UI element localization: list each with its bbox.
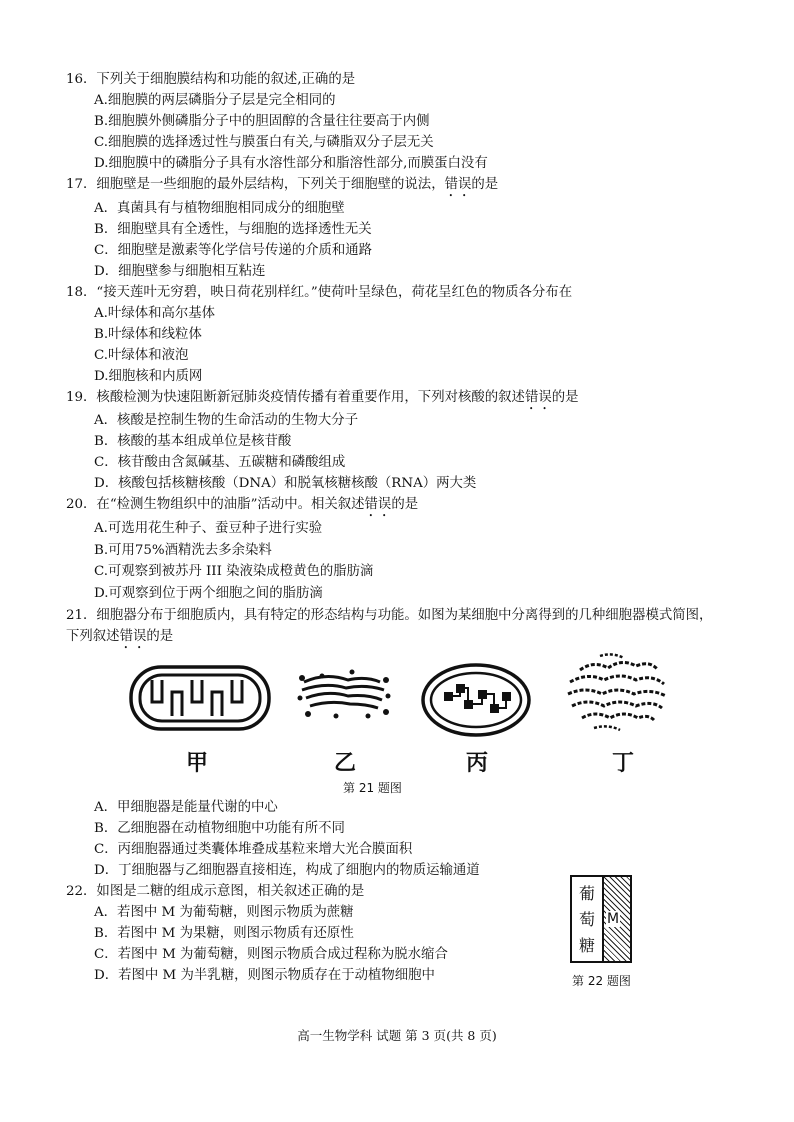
q18-option-a: A.叶绿体和高尔基体 <box>94 306 216 321</box>
q17-option-d: D．细胞壁参与细胞相互粘连 <box>94 264 266 279</box>
endoplasmic-reticulum-figure <box>560 650 672 734</box>
q19-option-d: D．核酸包括核糖核酸（DNA）和脱氧核糖核酸（RNA）两大类 <box>94 476 477 491</box>
q22-caption: 第 22 题图 <box>572 974 631 988</box>
q20-option-b: B.可用75%酒精洗去多余染料 <box>94 543 272 558</box>
page-footer: 高一生物学科 试题 第 3 页(共 8 页) <box>297 1028 497 1043</box>
q19-option-a: A．核酸是控制生物的生命活动的生物大分子 <box>94 413 359 428</box>
mitochondrion-figure <box>128 664 272 734</box>
golgi-apparatus-figure <box>296 668 392 724</box>
q21-caption: 第 21 题图 <box>343 781 402 795</box>
q22-option-d: D．若图中 M 为半乳糖，则图示物质存在于动植物细胞中 <box>94 968 435 983</box>
q18-option-b: B.叶绿体和线粒体 <box>94 327 202 342</box>
q18-option-d: D.细胞核和内质网 <box>94 369 203 384</box>
glucose-char-2: 萄 <box>579 910 596 929</box>
q21-option-b: B．乙细胞器在动植物细胞中功能有所不同 <box>94 821 345 836</box>
q16-option-b: B.细胞膜外侧磷脂分子中的胆固醇的含量往往要高于内侧 <box>94 114 430 129</box>
q16-option-a: A.细胞膜的两层磷脂分子层是完全相同的 <box>94 93 336 108</box>
q19-option-c: C．核苷酸由含氮碱基、五碳糖和磷酸组成 <box>94 455 346 470</box>
chloroplast-figure <box>420 662 532 738</box>
figure-label-yi: 乙 <box>334 751 357 776</box>
q20-option-d: D.可观察到位于两个细胞之间的脂肪滴 <box>94 586 323 601</box>
glucose-char-3: 糖 <box>579 936 596 955</box>
q18-stem: 18．“接天莲叶无穷碧，映日荷花别样红。”使荷叶呈绿色，荷花呈红色的物质各分布在 <box>66 285 573 300</box>
q20-option-c: C.可观察到被苏丹 III 染液染成橙黄色的脂肪滴 <box>94 564 374 579</box>
glucose-char-1: 葡 <box>579 884 596 903</box>
q17-option-c: C．细胞壁是激素等化学信号传递的介质和通路 <box>94 243 373 258</box>
q22-option-c: C．若图中 M 为葡萄糖，则图示物质合成过程称为脱水缩合 <box>94 947 448 962</box>
figure-label-bing: 丙 <box>466 751 489 776</box>
q16-option-c: C.细胞膜的选择透过性与膜蛋白有关,与磷脂双分子层无关 <box>94 135 434 150</box>
q22-stem: 22．如图是二糖的组成示意图，相关叙述正确的是 <box>66 884 365 899</box>
q16-option-d: D.细胞膜中的磷脂分子具有水溶性部分和脂溶性部分,而膜蛋白没有 <box>94 156 488 171</box>
q17-stem: 17．细胞壁是一些细胞的最外层结构，下列关于细胞壁的说法，错误的是 <box>66 177 499 192</box>
q20-stem: 20．在“检测生物组织中的油脂”活动中。相关叙述错误的是 <box>66 497 419 512</box>
q21-option-a: A．甲细胞器是能量代谢的中心 <box>94 800 278 815</box>
q21-option-d: D．丁细胞器与乙细胞器直接相连，构成了细胞内的物质运输通道 <box>94 863 480 878</box>
q16-stem: 16．下列关于细胞膜结构和功能的叙述,正确的是 <box>66 72 356 87</box>
q17-option-a: A．真菌具有与植物细胞相同成分的细胞壁 <box>94 201 345 216</box>
q22-option-a: A．若图中 M 为葡萄糖，则图示物质为蔗糖 <box>94 905 354 920</box>
disaccharide-figure <box>570 875 632 963</box>
q21-option-c: C．丙细胞器通过类囊体堆叠成基粒来增大光合膜面积 <box>94 842 413 857</box>
q22-option-b: B．若图中 M 为果糖，则图示物质有还原性 <box>94 926 354 941</box>
m-label: M <box>607 911 620 927</box>
q20-option-a: A.可选用花生种子、蚕豆种子进行实验 <box>94 521 323 536</box>
figure-label-jia: 甲 <box>186 751 209 776</box>
q19-stem: 19．核酸检测为快速阻断新冠肺炎疫情传播有着重要作用，下列对核酸的叙述错误的是 <box>66 390 579 405</box>
glucose-block <box>572 877 604 961</box>
q17-option-b: B．细胞壁具有全透性，与细胞的选择透性无关 <box>94 222 372 237</box>
q19-option-b: B．核酸的基本组成单位是核苷酸 <box>94 434 292 449</box>
figure-label-ding: 丁 <box>612 751 635 776</box>
q18-option-c: C.叶绿体和液泡 <box>94 348 189 363</box>
q21-stem-line1: 21．细胞器分布于细胞质内，具有特定的形态结构与功能。如图为某细胞中分离得到的几种细胞器模式简图， <box>66 608 713 623</box>
q21-stem-line2: 下列叙述错误的是 <box>66 629 174 644</box>
